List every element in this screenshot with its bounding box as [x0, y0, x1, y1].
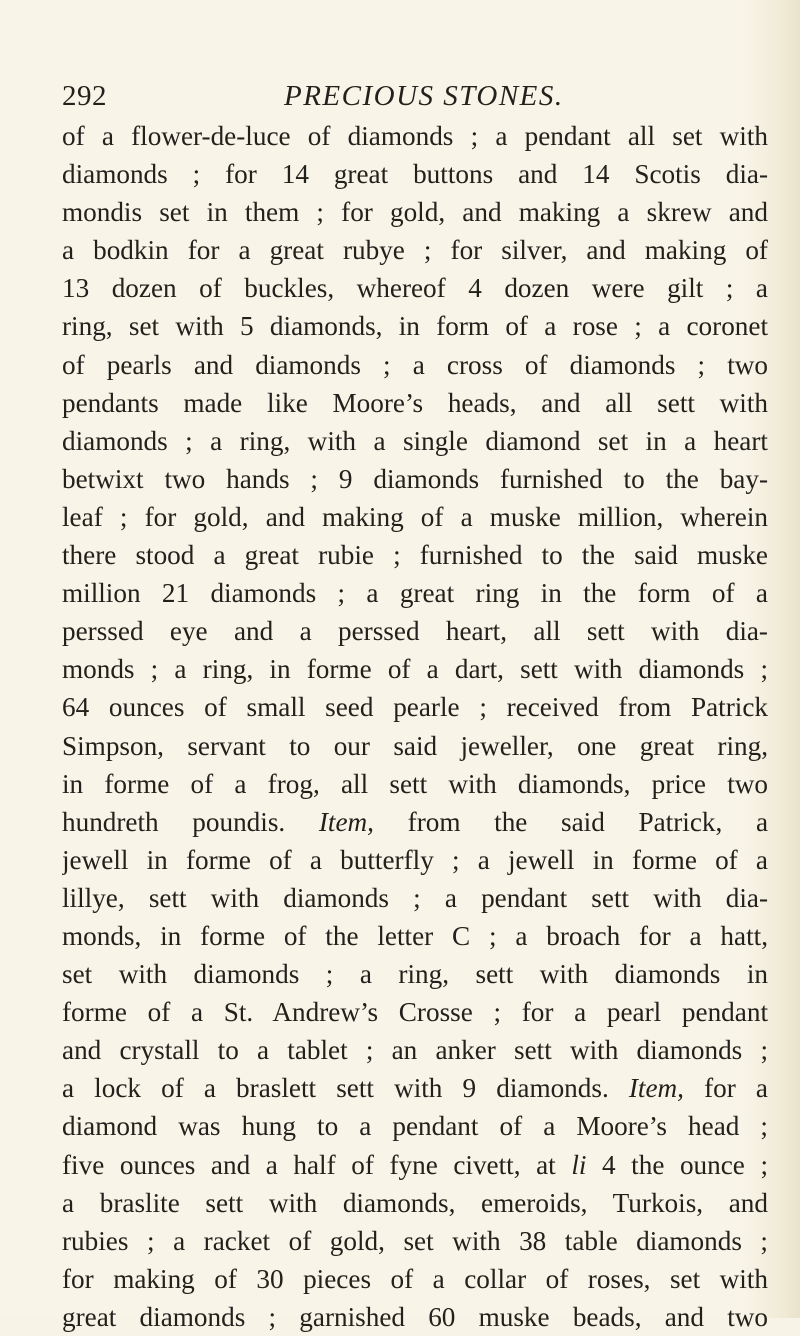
text-line: and crystall to a tablet ; an anker sett with diamonds ;	[62, 1035, 768, 1066]
text-line: diamonds ; for 14 great buttons and 14 Scotis dia-	[62, 159, 768, 190]
text-segment: for a	[704, 1073, 768, 1104]
italic-item: Item,	[318, 806, 374, 837]
text-line: for making of 30 pieces of a collar of roses, set with	[62, 1263, 768, 1294]
running-head	[62, 76, 762, 116]
text-line: rubies ; a racket of gold, set with 38 table diamonds ;	[62, 1225, 768, 1256]
italic-item: Item,	[628, 1073, 684, 1104]
text-line: monds ; a ring, in forme of a dart, sett with diamonds ;	[62, 654, 768, 685]
text-line: of a flower-de-luce of diamonds ; a pendant all set with	[62, 121, 768, 151]
text-line: forme of a St. Andrew’s Crosse ; for a pearl pendant	[62, 997, 768, 1028]
text-line: lillye, sett with diamonds ; a pendant sett with dia-	[62, 882, 768, 913]
text-line: 13 dozen of buckles, whereof 4 dozen were gilt ; a	[62, 273, 768, 304]
text-line: there stood a great rubie ; furnished to the said muske	[62, 540, 768, 571]
text-line	[62, 1069, 768, 1107]
italic-li: li	[571, 1149, 587, 1180]
text-line: ring, set with 5 diamonds, in form of a rose ; a coronet	[62, 311, 768, 342]
text-line: a bodkin for a great rubye ; for silver, and making of	[62, 235, 768, 266]
text-segment: hundreth poundis.	[62, 806, 286, 837]
text-line: million 21 diamonds ; a great ring in the form of a	[62, 578, 768, 609]
text-line: pendants made like Moore’s heads, and all sett with	[62, 387, 768, 418]
text-line: perssed eye and a perssed heart, all sett with dia-	[62, 616, 768, 647]
body-text	[62, 117, 768, 1336]
text-line: leaf ; for gold, and making of a muske million, wherein	[62, 501, 768, 532]
text-line: great diamonds ; garnished 60 muske beads, and two	[62, 1301, 768, 1332]
text-line: of pearls and diamonds ; a cross of diamonds ; two	[62, 349, 768, 380]
text-line: mondis set in them ; for gold, and making a skrew and	[62, 197, 768, 228]
text-line	[62, 803, 768, 841]
text-line: diamonds ; a ring, with a single diamond set in a heart	[62, 425, 768, 456]
text-segment: a lock of a braslett sett with 9 diamonds.	[62, 1073, 609, 1104]
text-line: diamond was hung to a pendant of a Moore’s head ;	[62, 1111, 768, 1142]
text-line: 64 ounces of small seed pearle ; received from Patrick	[62, 692, 768, 723]
page-number: 292	[62, 80, 107, 112]
running-title: PRECIOUS STONES.	[284, 80, 564, 112]
text-line	[62, 1146, 768, 1184]
text-segment: five ounces and a half of fyne civett, at	[62, 1149, 556, 1180]
text-line: betwixt two hands ; 9 diamonds furnished to the bay-	[62, 463, 768, 494]
text-line: jewell in forme of a butterfly ; a jewell in forme of a	[62, 844, 768, 875]
text-line: set with diamonds ; a ring, sett with diamonds in	[62, 959, 768, 990]
text-segment: 4 the ounce ;	[602, 1149, 768, 1180]
text-line: a braslite sett with diamonds, emeroids, Turkois, and	[62, 1187, 768, 1218]
text-line: Simpson, servant to our said jeweller, one great ring,	[62, 730, 768, 761]
text-segment: from the said Patrick, a	[407, 806, 768, 837]
text-line: in forme of a frog, all sett with diamonds, price two	[62, 768, 768, 799]
text-line: monds, in forme of the letter C ; a broach for a hatt,	[62, 920, 768, 951]
